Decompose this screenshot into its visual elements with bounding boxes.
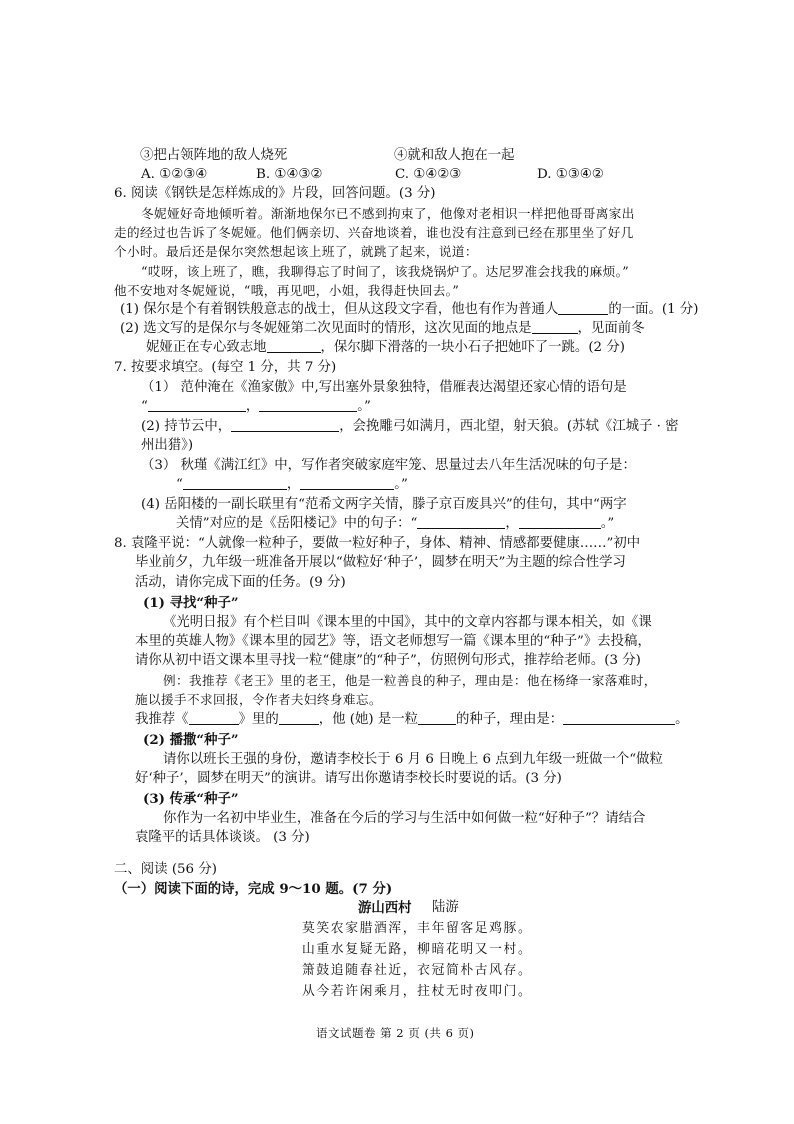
q7-heading: 7. 按要求填空。(每空 1 分，共 7 分) (114, 360, 337, 375)
q7-item4: (4) 岳阳楼的一副长联里有“范希文两字关情，滕子京百废具兴”的佳句，其中“两字 (141, 497, 627, 512)
q5-choice-a: A. ①②③④ (141, 167, 208, 182)
q5-choice-c: C. ①④②③ (395, 167, 462, 182)
q6-passage-line: 他不安地对冬妮娅说，“哦，再见吧，小姐，我得赶快回去。” (114, 283, 460, 298)
poem-line: 从今若许闲乘月，拄杖无时夜叩门。 (302, 984, 533, 999)
q6-passage-line: 走的经过也告诉了冬妮娅。他们俩亲切、兴奋地谈着，谁也没有注意到已经在那里坐了好几 (114, 225, 634, 240)
poem-author: 陆游 (432, 900, 459, 915)
answer-blank[interactable] (418, 711, 456, 725)
poem-line: 莫笑农家腊酒浑，丰年留客足鸡豚。 (302, 921, 533, 936)
q5-choice-d: D. ①③④② (537, 167, 604, 182)
q8-task3-line: 你作为一名初中毕业生，准备在今后的学习与生活中如何做一粒“好种子”？请结合 (163, 811, 646, 826)
q8-task3-line: 袁隆平的话具体谈谈。 (3 分) (135, 830, 310, 845)
q8-task2-line: 好‘种子’，圆梦在明天”的演讲。请写出你邀请李校长时要说的话。(3 分) (135, 771, 562, 786)
q6-heading: 6. 阅读《钢铁是怎样炼成的》片段，回答问题。(3 分) (114, 186, 436, 201)
q5-choice-b: B. ①④③② (256, 167, 323, 182)
answer-blank[interactable] (148, 398, 246, 412)
q5-option-3: ③把占领阵地的敌人烧死 (140, 148, 288, 163)
q8-heading: 8. 袁隆平说：“人就像一粒种子，要做一粒好种子，身体、精神、情感都要健康……”初中 (114, 536, 641, 551)
answer-blank[interactable] (532, 320, 578, 334)
section-2-heading: 二、阅读 (56 分) (114, 862, 217, 877)
answer-blank[interactable] (563, 711, 675, 725)
q8-example: 例：我推荐《老王》里的老王，他是一粒善良的种子，理由是：他在杨绛一家落难时， (163, 673, 657, 688)
q8-heading-cont: 毕业前夕，九年级一班准备开展以“做粒好‘种子’，圆梦在明天”为主题的综合性学习 (135, 555, 626, 570)
q8-task2-title: (2) 播撒“种子” (143, 732, 239, 748)
q5-option-4: ④就和敌人抱在一起 (394, 148, 515, 163)
q7-item2: (2) 持节云中， ，会挽雕弓如满月，西北望，射天狼。(苏轼《江城子 · 密 (141, 419, 679, 434)
answer-blank[interactable] (183, 476, 287, 490)
q6-sub2: (2) 选文写的是保尔与冬妮娅第二次见面时的情形，这次见面的地点是 ，见面前冬 (120, 321, 645, 336)
q8-task1-line: 《光明日报》有个栏目叫《课本里的中国》，其中的文章内容都与课本相关，如《课 (163, 615, 652, 630)
q8-example: 施以援手不求回报，令作者夫妇终身难忘。 (135, 692, 382, 707)
q6-passage-line: “哎呀，该上班了，瞧，我聊得忘了时间了，该我烧锅炉了。达尼罗准会找我的麻烦。” (141, 264, 630, 279)
answer-blank[interactable] (267, 339, 321, 353)
q7-item1-blanks: “ ， 。” (141, 399, 371, 414)
q8-heading-cont: 活动，请你完成下面的任务。(9 分) (135, 575, 346, 590)
answer-blank[interactable] (519, 515, 601, 529)
q8-task2-line: 请你以班长王强的身份，邀请李校长于 6 月 6 日晚上 6 点到九年级一班做一个“做粒 (163, 752, 663, 767)
q8-task1-line: 请你从初中语文课本里寻找一粒“健康”的“种子”，仿照例句形式，推荐给老师。(3 分) (135, 653, 641, 668)
q8-task1-title: (1) 寻找“种子” (143, 595, 239, 611)
answer-blank[interactable] (231, 418, 339, 432)
q7-item1: （1） 范仲淹在《渔家傲》中,写出塞外景象独特，借雁表达渴望还家心情的语句是 (141, 380, 627, 395)
poem-line: 山重水复疑无路，柳暗花明又一村。 (302, 942, 533, 957)
poem-line: 箫鼓追随春社近，衣冠简朴古风存。 (302, 963, 533, 978)
q8-recommend-template: 我推荐《 》里的 ，他 (她) 是一粒 的种子，理由是： 。 (135, 712, 689, 727)
q7-item2-cont: 州出猎》) (141, 438, 194, 453)
answer-blank[interactable] (279, 711, 319, 725)
poem-title: 游山西村 (358, 900, 412, 916)
q7-item4-cont: 关情”对应的是《岳阳楼记》中的句子：“ ， 。” (176, 516, 615, 531)
q6-sub2-cont: 妮娅正在专心致志地 ，保尔脚下滑落的一块小石子把她吓了一跳。(2 分) (146, 340, 625, 355)
q6-passage-line: 个小时。最后还是保尔突然想起该上班了，就跳了起来，说道： (114, 244, 478, 259)
q7-item3: （3） 秋瑾《满江红》中，写作者突破家庭牢笼、思量过去八年生活况味的句子是： (141, 458, 636, 473)
q7-item3-blanks: “ ， 。” (176, 477, 408, 492)
answer-blank[interactable] (558, 301, 608, 315)
q6-passage-line: 冬妮娅好奇地倾听着。渐渐地保尔已不感到拘束了，他像对老相识一样把他哥哥离家出 (141, 206, 635, 221)
page-footer: 语文试题卷 第 2 页 (共 6 页) (316, 1026, 475, 1040)
q8-task1-line: 本里的英雄人物》《课本里的园艺》等，语文老师想写一篇《课本里的“种子”》去投稿， (135, 634, 651, 649)
answer-blank[interactable] (189, 711, 239, 725)
q8-task3-title: (3) 传承“种子” (143, 791, 239, 807)
answer-blank[interactable] (259, 398, 357, 412)
answer-blank[interactable] (300, 476, 394, 490)
q6-sub1: (1) 保尔是个有着钢铁般意志的战士，但从这段文字看，他也有作为普通人 的一面。(1 分) (120, 302, 699, 317)
section-2-sub-heading: （一）阅读下面的诗，完成 9～10 题。(7 分) (114, 881, 393, 897)
answer-blank[interactable] (417, 515, 505, 529)
